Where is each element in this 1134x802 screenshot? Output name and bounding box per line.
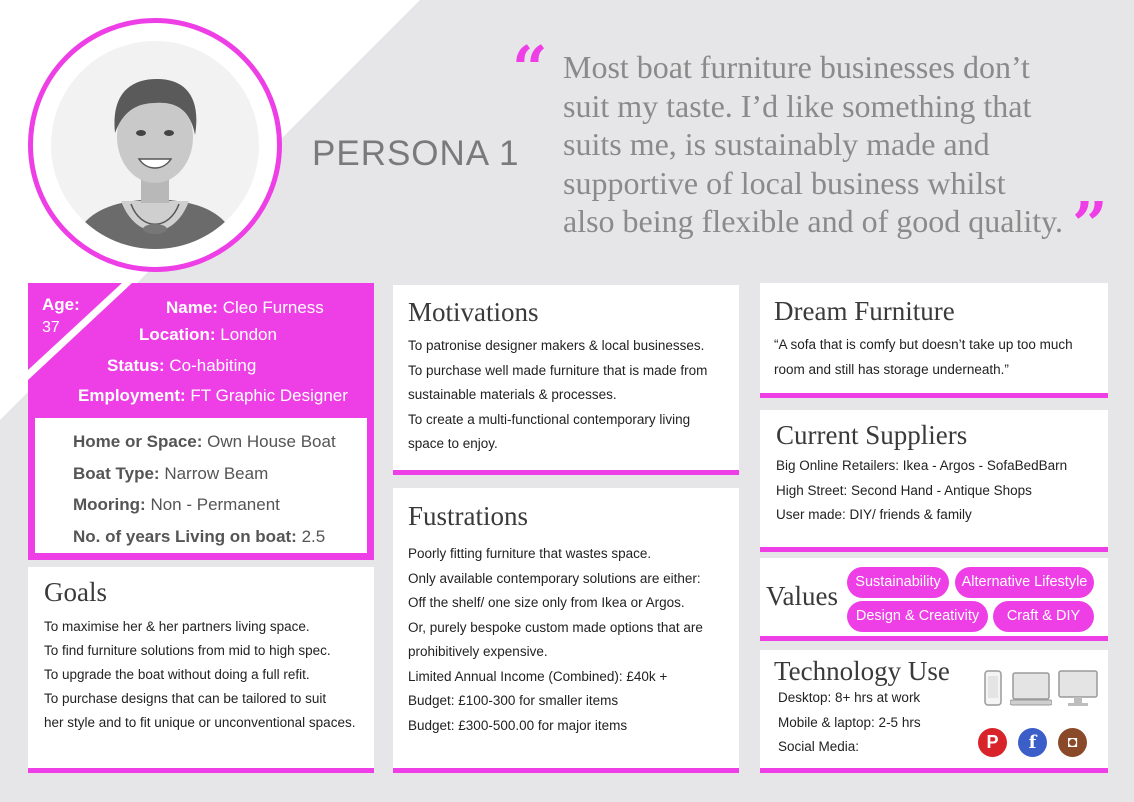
home-space-label: Home or Space: bbox=[73, 432, 203, 451]
goals-line: To purchase designs that can be tailored to suit bbox=[44, 691, 327, 706]
location-label: Location: bbox=[139, 325, 216, 344]
facebook-icon[interactable]: f bbox=[1018, 728, 1047, 757]
frustrations-line: Budget: £100-300 for smaller items bbox=[408, 693, 619, 708]
age-value: 37 bbox=[42, 319, 60, 336]
frustrations-heading: Fustrations bbox=[408, 501, 529, 531]
page-title: PERSONA 1 bbox=[312, 134, 520, 173]
goals-line: To upgrade the boat without doing a full refit. bbox=[44, 667, 310, 682]
mooring-row bbox=[73, 489, 367, 521]
name-value: Cleo Furness bbox=[222, 298, 324, 317]
technology-line: Desktop: 8+ hrs at work bbox=[778, 690, 921, 705]
value-pill-design-creativity: Design & Creativity bbox=[847, 601, 988, 632]
age-label: Age: bbox=[42, 295, 80, 314]
avatar-frame bbox=[28, 18, 282, 272]
motivations-heading: Motivations bbox=[408, 297, 539, 327]
years-value: 2.5 bbox=[301, 526, 326, 546]
instagram-icon[interactable]: ◘ bbox=[1058, 728, 1087, 757]
quote-open-mark: “ bbox=[512, 32, 548, 105]
status-row bbox=[107, 356, 256, 376]
years-label: No. of years Living on boat: bbox=[73, 526, 297, 546]
motivations-line: sustainable materials & processes. bbox=[408, 387, 617, 402]
avatar bbox=[51, 41, 259, 249]
frustrations-line: Off the shelf/ one size only from Ikea or Argos. bbox=[408, 595, 685, 610]
dream-furniture-card bbox=[760, 283, 1108, 398]
laptop-icon bbox=[1010, 672, 1052, 706]
persona-quote: Most boat furniture businesses don’t suit my taste. I’d like something that suits me, is sustainably made and supportive of local business whilst also being flexible and of good quality. bbox=[563, 49, 1064, 239]
employment-label: Employment: bbox=[78, 386, 186, 405]
mobile-icon bbox=[984, 670, 1002, 706]
supplier-line: High Street: Second Hand - Antique Shops bbox=[776, 482, 1032, 498]
name-label: Name: bbox=[166, 298, 218, 317]
supplier-line: User made: DIY/ friends & family bbox=[776, 507, 972, 522]
technology-card bbox=[760, 650, 1108, 773]
portrait-illustration bbox=[51, 41, 259, 249]
location-row bbox=[139, 325, 277, 345]
frustrations-line: Limited Annual Income (Combined): £40k + bbox=[408, 668, 668, 684]
dream-furniture-line: “A sofa that is comfy but doesn’t take up too much bbox=[774, 337, 1073, 352]
technology-heading: Technology Use bbox=[774, 656, 950, 686]
frustrations-line: Budget: £300-500.00 for major items bbox=[408, 717, 628, 733]
goals-card bbox=[28, 567, 374, 773]
motivations-line: To patronise designer makers & local businesses. bbox=[408, 338, 705, 353]
status-value: Co-habiting bbox=[169, 356, 257, 375]
values-card bbox=[760, 558, 1108, 641]
location-value: London bbox=[220, 325, 277, 344]
home-panel bbox=[28, 411, 374, 560]
frustrations-line: Or, purely bespoke custom made options that are bbox=[408, 619, 703, 635]
values-heading: Values bbox=[766, 581, 838, 611]
value-pill-sustainability: Sustainability bbox=[847, 567, 949, 598]
technology-line: Mobile & laptop: 2-5 hrs bbox=[778, 714, 921, 730]
motivations-line: To purchase well made furniture that is made from bbox=[408, 362, 708, 378]
dream-furniture-line: room and still has storage underneath.” bbox=[774, 361, 1009, 377]
frustrations-line: Only available contemporary solutions are either: bbox=[408, 570, 701, 586]
technology-line: Social Media: bbox=[778, 739, 860, 754]
value-pill-craft-diy: Craft & DIY bbox=[993, 601, 1094, 632]
frustrations-line: Poorly fitting furniture that wastes space. bbox=[408, 546, 652, 561]
years-row bbox=[73, 521, 367, 553]
motivations-card bbox=[393, 285, 739, 475]
name-row bbox=[166, 298, 324, 318]
boat-type-value: Narrow Beam bbox=[164, 463, 269, 483]
frustrations-line: prohibitively expensive. bbox=[408, 644, 548, 659]
dream-furniture-text bbox=[774, 333, 1108, 382]
quote-close-mark: ” bbox=[1072, 188, 1108, 261]
current-suppliers-list bbox=[776, 454, 1108, 528]
current-suppliers-heading: Current Suppliers bbox=[776, 420, 968, 450]
dream-furniture-heading: Dream Furniture bbox=[774, 296, 955, 326]
mooring-value: Non - Permanent bbox=[150, 495, 280, 514]
pinterest-icon[interactable]: P bbox=[978, 728, 1007, 757]
current-suppliers-card bbox=[760, 410, 1108, 552]
motivations-line: space to enjoy. bbox=[408, 436, 498, 451]
home-space-value: Own House Boat bbox=[207, 432, 336, 451]
goals-heading: Goals bbox=[44, 577, 107, 607]
home-space-row bbox=[73, 426, 367, 458]
boat-type-row bbox=[73, 458, 367, 490]
goals-list bbox=[44, 615, 374, 735]
supplier-line: Big Online Retailers: Ikea - Argos - SofaBedBarn bbox=[776, 458, 1068, 473]
value-pill-alternative-lifestyle: Alternative Lifestyle bbox=[955, 567, 1094, 598]
mooring-label: Mooring: bbox=[73, 495, 146, 514]
status-label: Status: bbox=[107, 356, 165, 375]
motivations-list bbox=[408, 334, 739, 457]
employment-row bbox=[78, 386, 348, 406]
frustrations-list bbox=[408, 542, 739, 738]
employment-value: FT Graphic Designer bbox=[190, 386, 348, 405]
motivations-line: To create a multi-functional contemporary living bbox=[408, 411, 691, 427]
goals-line: To maximise her & her partners living space. bbox=[44, 619, 310, 634]
home-panel-inner bbox=[35, 418, 367, 553]
goals-line: her style and to fit unique or unconventional spaces. bbox=[44, 715, 356, 730]
frustrations-card bbox=[393, 488, 739, 773]
desktop-icon bbox=[1058, 670, 1098, 708]
goals-line: To find furniture solutions from mid to high spec. bbox=[44, 643, 331, 658]
boat-type-label: Boat Type: bbox=[73, 463, 160, 483]
